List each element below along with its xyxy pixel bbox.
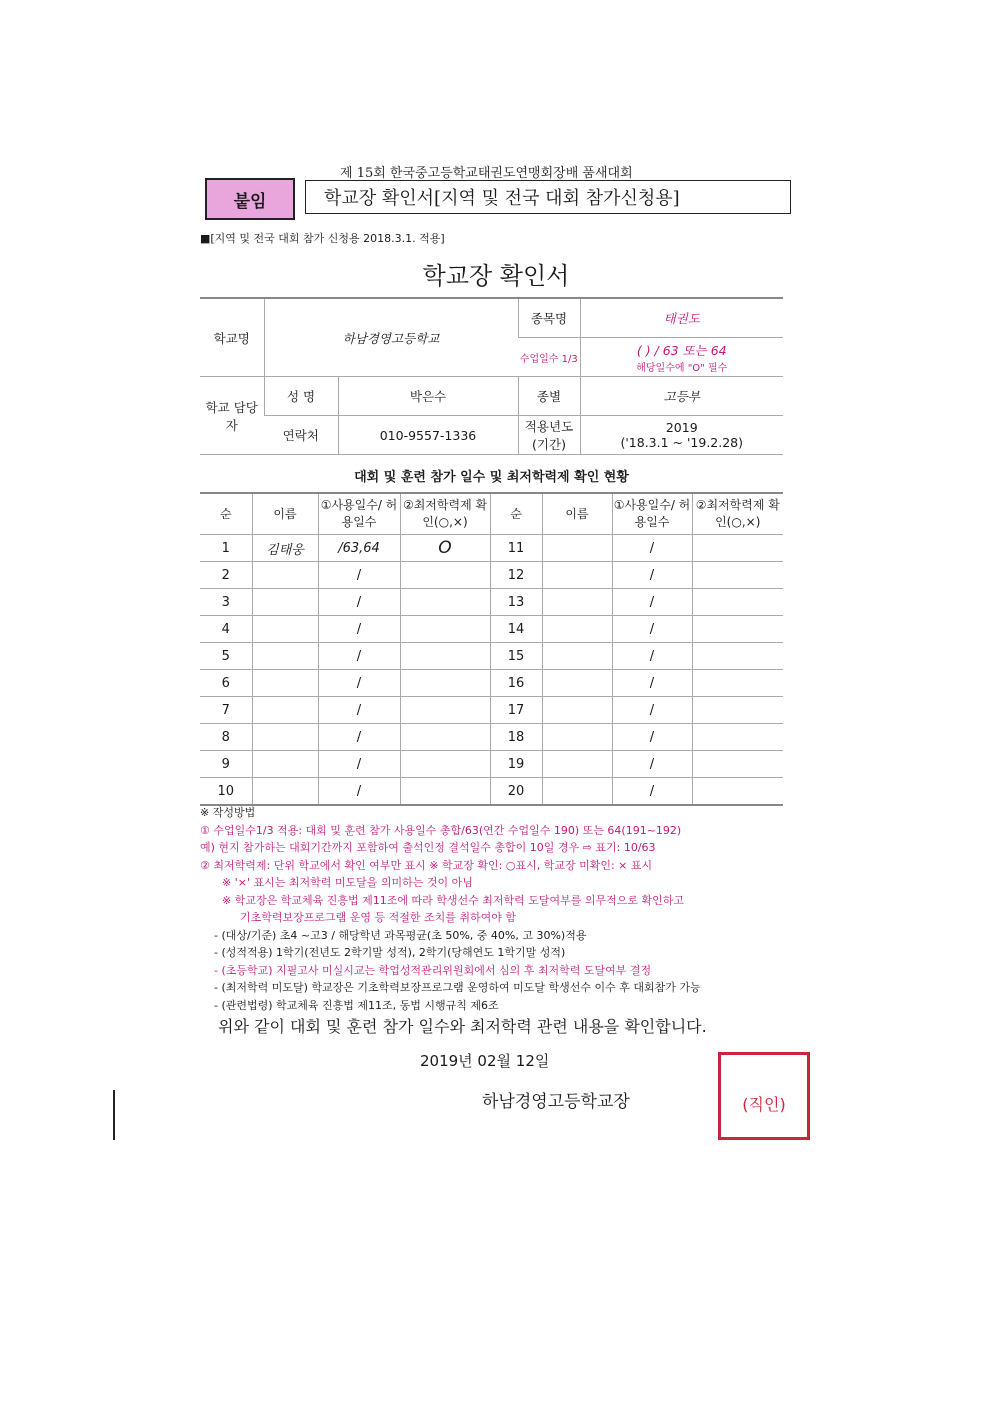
category-value: 고등부	[580, 377, 783, 416]
row-no: 2	[200, 562, 252, 589]
row-check	[400, 616, 490, 643]
row-no: 5	[200, 643, 252, 670]
row-days-2: /	[612, 643, 692, 670]
row-name	[252, 751, 318, 778]
roster-table	[200, 492, 783, 806]
period-value: ('18.3.1 ~ '19.2.28)	[620, 435, 744, 450]
row-no-2: 15	[490, 643, 542, 670]
header-no-2: 순	[490, 493, 542, 535]
table-row	[200, 562, 783, 589]
form-note: ■[지역 및 전국 대회 참가 신청용 2018.3.1. 적용]	[200, 232, 445, 245]
header-check: ②최저학력제 확인(○,×)	[400, 493, 490, 535]
row-days-2: /	[612, 670, 692, 697]
official-seal	[718, 1052, 810, 1140]
row-no-2: 13	[490, 589, 542, 616]
sport-label: 종목명	[518, 298, 580, 338]
row-no-2: 11	[490, 535, 542, 562]
row-no: 9	[200, 751, 252, 778]
category-label: 종별	[518, 377, 580, 416]
row-days: /	[318, 724, 400, 751]
row-name-2	[542, 670, 612, 697]
row-days-2: /	[612, 751, 692, 778]
contact-label: 연락처	[264, 416, 338, 455]
row-name	[252, 589, 318, 616]
row-name-2	[542, 724, 612, 751]
attachment-badge: 붙임	[205, 178, 295, 220]
header-name-2: 이름	[542, 493, 612, 535]
name-label: 성 명	[264, 377, 338, 416]
row-check	[400, 724, 490, 751]
row-name	[252, 670, 318, 697]
row-days: /	[318, 670, 400, 697]
year-value: 2019	[665, 420, 698, 435]
table-row	[200, 535, 783, 562]
form-title: 학교장 확인서[지역 및 전국 대회 참가신청용]	[305, 180, 791, 214]
row-name	[252, 778, 318, 806]
row-no-2: 18	[490, 724, 542, 751]
row-days: /	[318, 589, 400, 616]
row-check-2	[692, 535, 783, 562]
row-check-2	[692, 643, 783, 670]
row-check-2	[692, 616, 783, 643]
row-check-2	[692, 751, 783, 778]
row-days-2: /	[612, 535, 692, 562]
row-name-2	[542, 616, 612, 643]
scan-edge-mark	[113, 1090, 115, 1140]
instruction-line: 예) 현지 참가하는 대회기간까지 포함하여 출석인정 결석일수 총합이 10일 경우 ⇨ 표기: 10/63	[200, 841, 656, 854]
instruction-line: - (최저학력 미도달) 학교장은 기초학력보장프로그램 운영하여 미도달 학생선수 이수 후 대회참가 가능	[214, 981, 701, 994]
seal-label: (직인)	[742, 1095, 786, 1114]
days-note: 해당일수에 "O" 필수	[636, 362, 728, 374]
instructions	[200, 804, 800, 1014]
row-name-2	[542, 643, 612, 670]
row-name	[252, 724, 318, 751]
instruction-line: ※ '×' 표시는 최저학력 미도달을 의미하는 것이 아님	[222, 876, 473, 889]
row-no-2: 14	[490, 616, 542, 643]
manager-label: 학교 담당자	[200, 377, 264, 455]
row-check	[400, 778, 490, 806]
row-days: /	[318, 616, 400, 643]
row-days: /	[318, 697, 400, 724]
instruction-line: ② 최저학력제: 단위 학교에서 확인 여부만 표시 ※ 학교장 확인: ○표시, 학교장 미확인: × 표시	[200, 858, 653, 872]
header-no: 순	[200, 493, 252, 535]
row-name-2	[542, 697, 612, 724]
row-days: /	[318, 643, 400, 670]
instruction-line: - (관련법령) 학교체육 진흥법 제11조, 동법 시행규칙 제6조	[214, 998, 499, 1012]
table-row	[200, 643, 783, 670]
row-check-2	[692, 724, 783, 751]
row-name	[252, 697, 318, 724]
row-check	[400, 643, 490, 670]
table-row	[200, 616, 783, 643]
instruction-line: ※ 학교장은 학교체육 진흥법 제11조에 따라 학생선수 최저학력 도달여부를 의무적으로 확인하고	[222, 893, 684, 907]
row-check	[400, 562, 490, 589]
info-table	[200, 297, 783, 455]
row-no: 8	[200, 724, 252, 751]
instruction-line: - (성적적용) 1학기(전년도 2학기말 성적), 2학기(당해연도 1학기말 성적)	[214, 946, 566, 959]
document-title: 학교장 확인서	[422, 262, 570, 290]
row-name	[252, 562, 318, 589]
row-check-2	[692, 562, 783, 589]
school-label: 학교명	[200, 298, 264, 377]
row-days-2: /	[612, 724, 692, 751]
roster-header-row	[200, 493, 783, 535]
principal-name: 하남경영고등학교장	[482, 1092, 630, 1112]
row-name: 김태웅	[252, 535, 318, 562]
row-days-2: /	[612, 778, 692, 806]
row-no: 4	[200, 616, 252, 643]
table-row	[200, 778, 783, 806]
days-value: ( ) / 63 또는 64	[636, 342, 727, 358]
row-name	[252, 643, 318, 670]
row-check-2	[692, 778, 783, 806]
row-no-2: 16	[490, 670, 542, 697]
row-days-2: /	[612, 616, 692, 643]
school-value: 하남경영고등학교	[264, 298, 518, 377]
instructions-heading: ※ 작성방법	[200, 806, 256, 819]
row-check	[400, 751, 490, 778]
row-name-2	[542, 535, 612, 562]
event-title: 제 15회 한국중고등학교태권도연맹회장배 품새대회	[340, 166, 633, 181]
name-value: 박은수	[338, 377, 518, 416]
instruction-line: 기초학력보장프로그램 운영 등 적절한 조치를 취하여야 함	[240, 911, 517, 924]
instruction-line: - (초등학교) 지필고사 미실시교는 학업성적관리위원회에서 심의 후 최저학력 도달여부 결정	[214, 963, 652, 977]
row-check: O	[400, 535, 490, 562]
row-days: /	[318, 562, 400, 589]
row-no: 10	[200, 778, 252, 806]
instruction-line: ① 수업일수1/3 적용: 대회 및 훈련 참가 사용일수 총합/63(연간 수업일수 190) 또는 64(191~192)	[200, 823, 682, 837]
row-name	[252, 616, 318, 643]
row-name-2	[542, 751, 612, 778]
row-no: 1	[200, 535, 252, 562]
table-row	[200, 697, 783, 724]
row-check	[400, 670, 490, 697]
table-row	[200, 589, 783, 616]
roster-title: 대회 및 훈련 참가 일수 및 최저학력제 확인 현황	[354, 470, 629, 485]
row-name-2	[542, 562, 612, 589]
row-no-2: 12	[490, 562, 542, 589]
row-name-2	[542, 589, 612, 616]
days-label: 수업일수 1/3	[518, 338, 580, 377]
row-no-2: 20	[490, 778, 542, 806]
instruction-line: - (대상/기준) 초4 ~고3 / 해당학년 과목평균(초 50%, 중 40%, 고 30%)적용	[214, 928, 587, 942]
row-days-2: /	[612, 697, 692, 724]
row-check-2	[692, 589, 783, 616]
row-name-2	[542, 778, 612, 806]
row-no: 6	[200, 670, 252, 697]
row-no: 3	[200, 589, 252, 616]
table-row	[200, 670, 783, 697]
year-cell	[580, 416, 783, 455]
row-no: 7	[200, 697, 252, 724]
header-name: 이름	[252, 493, 318, 535]
row-days: /	[318, 778, 400, 806]
row-no-2: 19	[490, 751, 542, 778]
header-check-2: ②최저학력제 확인(○,×)	[692, 493, 783, 535]
row-days-2: /	[612, 589, 692, 616]
issue-date: 2019년 02월 12일	[420, 1052, 550, 1070]
table-row	[200, 751, 783, 778]
row-check	[400, 697, 490, 724]
table-row	[200, 724, 783, 751]
header-days-2: ①사용일수/ 허용일수	[612, 493, 692, 535]
row-check	[400, 589, 490, 616]
row-check-2	[692, 670, 783, 697]
year-label: 적용년도 (기간)	[518, 416, 580, 455]
row-days: /	[318, 751, 400, 778]
row-days: /63,64	[318, 535, 400, 562]
row-no-2: 17	[490, 697, 542, 724]
row-days-2: /	[612, 562, 692, 589]
sport-value: 태권도	[580, 298, 783, 338]
days-cell	[580, 338, 783, 377]
row-check-2	[692, 697, 783, 724]
contact-value: 010-9557-1336	[338, 416, 518, 455]
header-days: ①사용일수/ 허용일수	[318, 493, 400, 535]
confirmation-text: 위와 같이 대회 및 훈련 참가 일수와 최저학력 관련 내용을 확인합니다.	[218, 1017, 707, 1036]
